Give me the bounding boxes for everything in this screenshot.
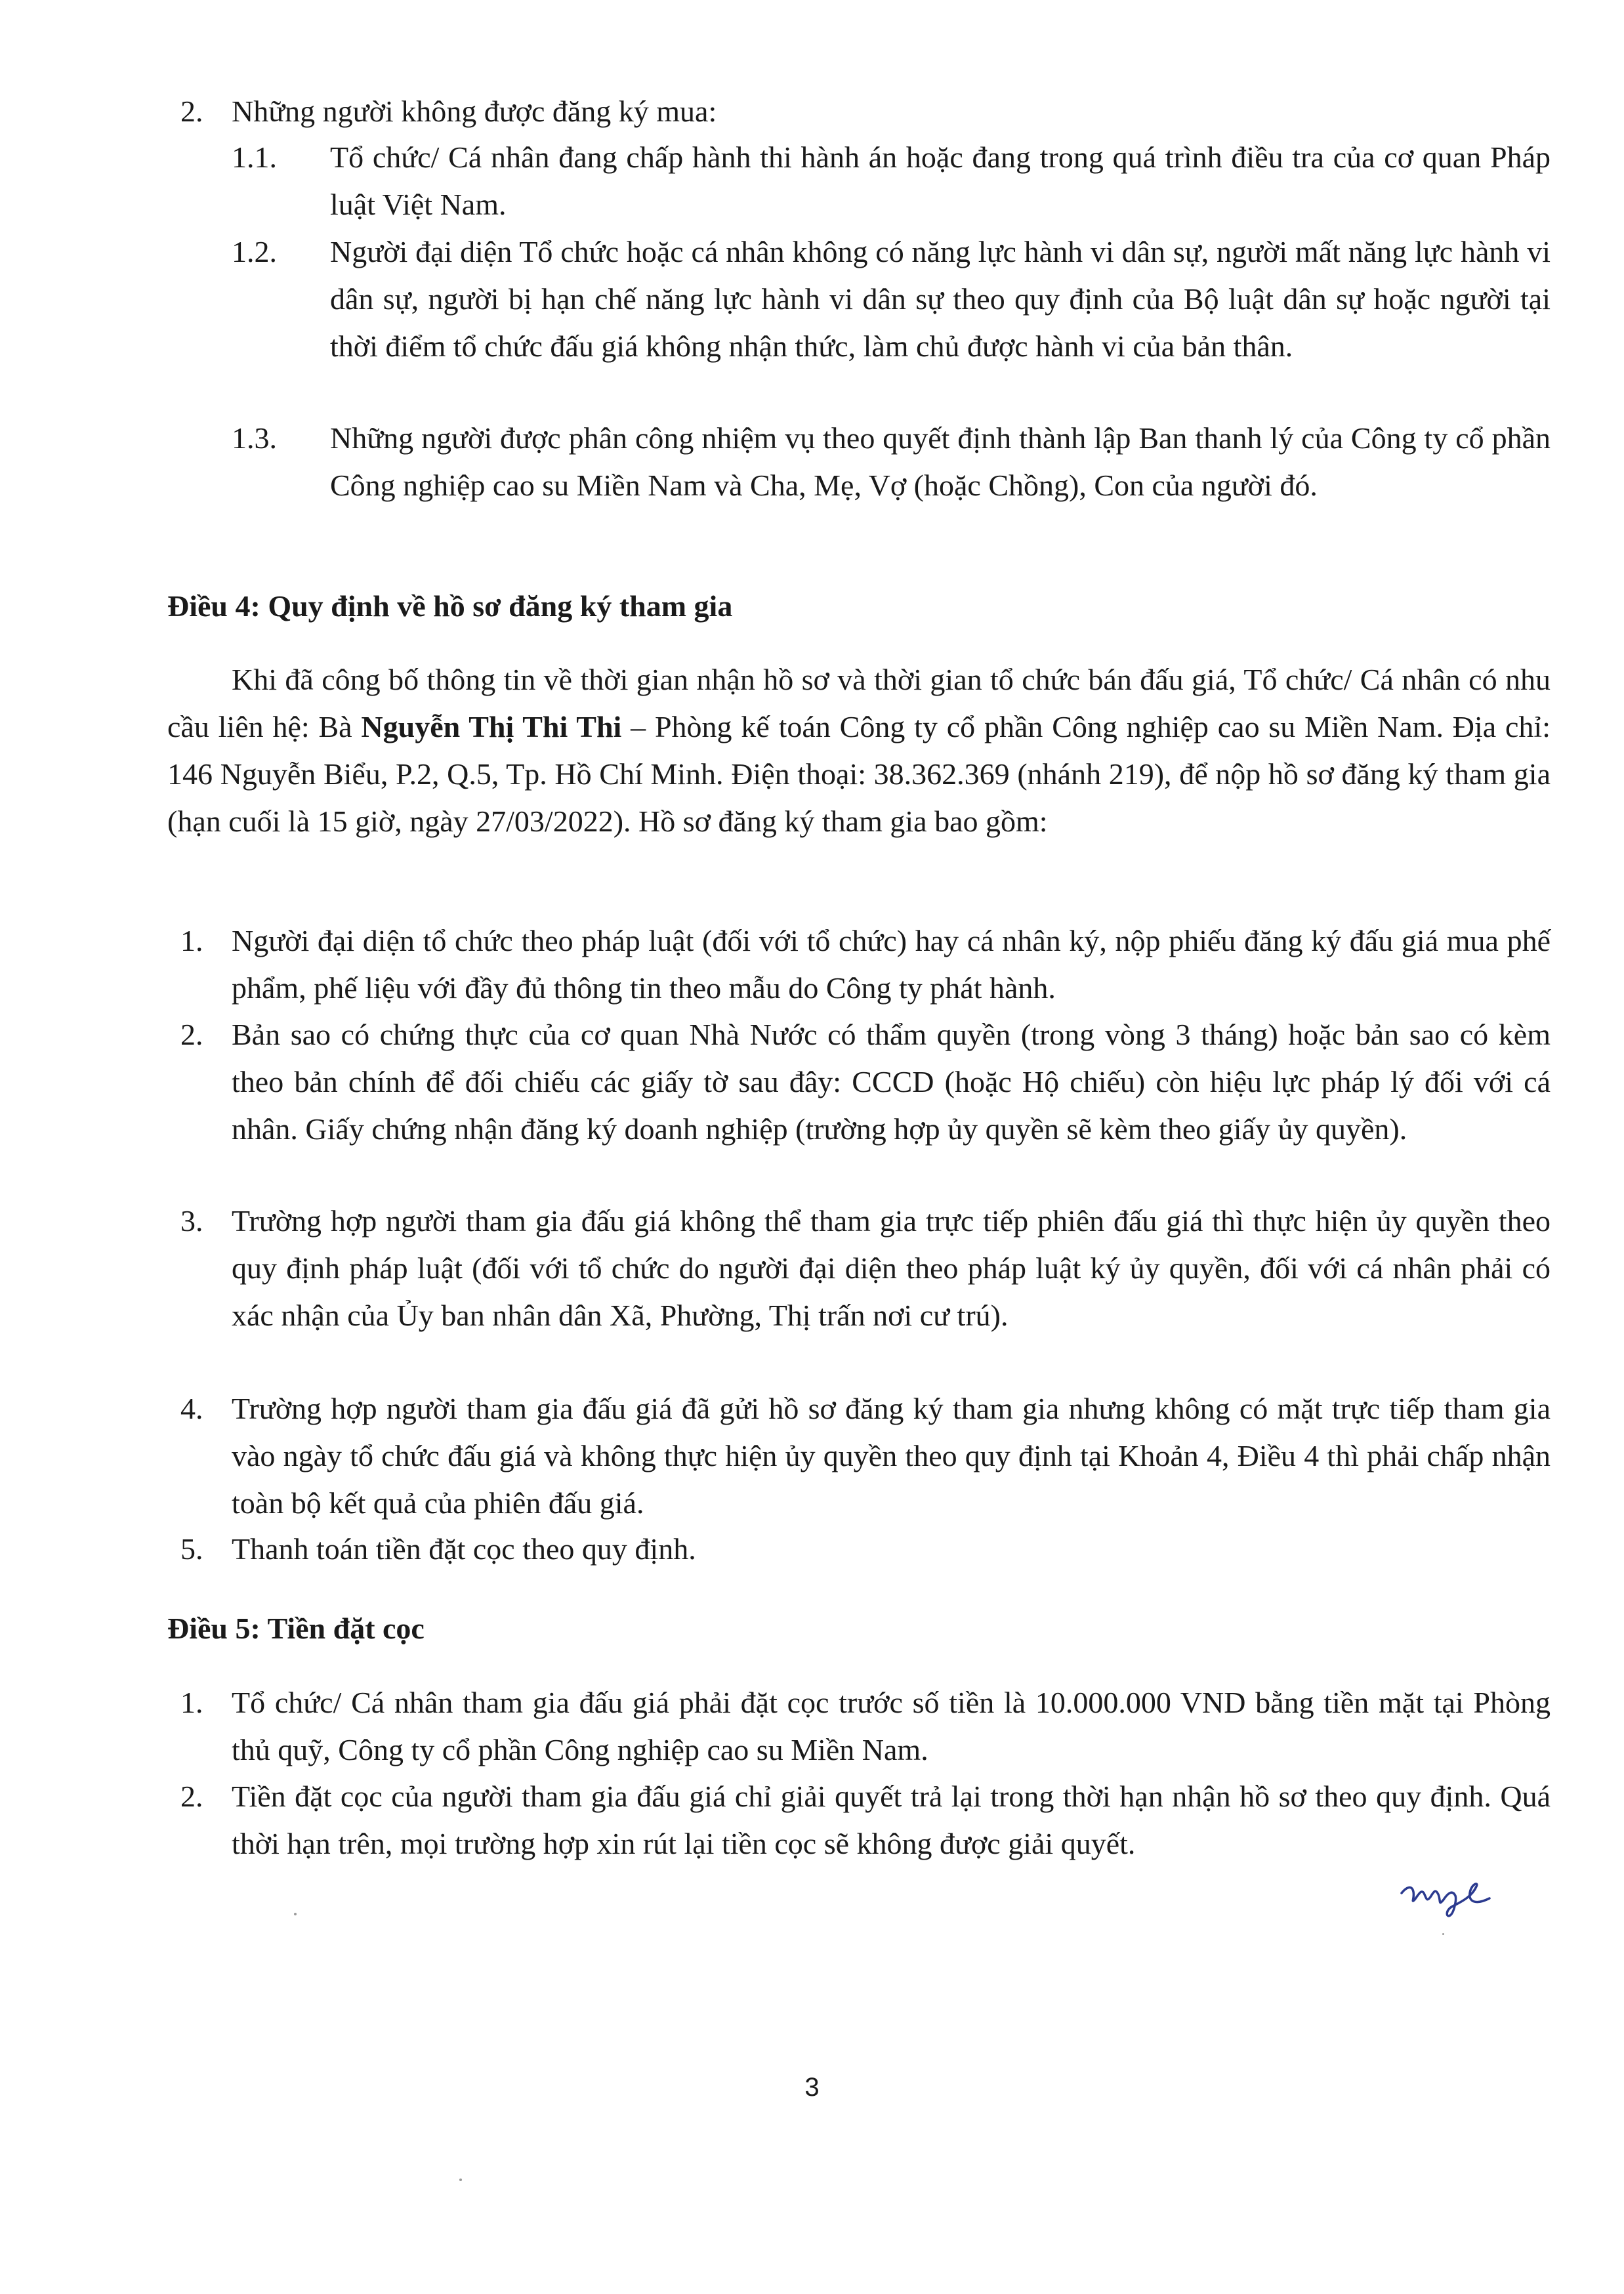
sublist-item-text: Người đại diện Tổ chức hoặc cá nhân không có năng lực hành vi dân sự, người mất năng lực hành vi dân sự, người bị hạn chế năng lực hành vi dân sự theo quy định của Bộ luật dân sự hoặc người tại thời điểm tổ chức đấu giá không nhận thức, làm chủ được hành vi của bản thân. — [330, 235, 1551, 363]
sublist-item-text: Những người được phân công nhiệm vụ theo quyết định thành lập Ban thanh lý của Công ty cổ phần Công nghiệp cao su Miền Nam và Cha, Mẹ, Vợ (hoặc Chồng), Con của người đó. — [330, 421, 1551, 502]
list-number: 2. — [180, 1780, 203, 1813]
sublist-number: 1.1. — [232, 140, 277, 174]
sublist-item-text: Tổ chức/ Cá nhân đang chấp hành thi hành án hoặc đang trong quá trình điều tra của cơ quan Pháp luật Việt Nam. — [330, 140, 1551, 221]
list-number: 1. — [180, 1686, 203, 1719]
sublist-number: 1.3. — [232, 421, 277, 455]
list-item-text: Thanh toán tiền đặt cọc theo quy định. — [232, 1532, 696, 1566]
list-number: 2. — [180, 1018, 203, 1051]
list-item-text: Người đại diện tổ chức theo pháp luật (đối với tổ chức) hay cá nhân ký, nộp phiếu đăng ký đấu giá mua phế phẩm, phế liệu với đầy đủ thông tin theo mẫu do Công ty phát hành. — [232, 924, 1551, 1005]
list-item-text: Trường hợp người tham gia đấu giá đã gửi hồ sơ đăng ký tham gia nhưng không có mặt trực tiếp tham gia vào ngày tổ chức đấu giá và không thực hiện ủy quyền theo quy định tại Khoản 4, Điều 4 thì phải chấp nhận toàn bộ kết quả của phiên đấu giá. — [232, 1392, 1551, 1520]
handwritten-initials-signature — [1398, 1867, 1496, 1919]
list-item-text: Những người không được đăng ký mua: — [232, 94, 717, 128]
article-5-heading: Điều 5: Tiền đặt cọc — [167, 1612, 425, 1645]
intro-text-part2: – Phòng kế toán Công ty cổ phần Công nghiệp cao su Miền Nam. Địa chỉ: 146 Nguyễn Biểu, P.2, Q.5, Tp. Hồ Chí Minh. Điện thoại: 38.362.369 (nhánh 219), để nộp hồ sơ đăng ký tham gia (hạn cuối là 15 giờ, ngày 27/03/2022). Hồ sơ đăng ký tham gia bao gồm: — [167, 710, 1551, 838]
sublist-number: 1.2. — [232, 235, 277, 268]
list-number: 4. — [180, 1392, 203, 1425]
list-number: 3. — [180, 1204, 203, 1238]
list-item-text: Trường hợp người tham gia đấu giá không thể tham gia trực tiếp phiên đấu giá thì thực hiện ủy quyền theo quy định pháp luật (đối với tổ chức do người đại diện theo pháp luật ký ủy quyền, đối với cá nhân phải có xác nhận của Ủy ban nhân dân Xã, Phường, Thị trấn nơi cư trú). — [232, 1204, 1551, 1332]
article-4-heading: Điều 4: Quy định về hồ sơ đăng ký tham gia — [167, 589, 733, 623]
list-number: 2. — [180, 94, 203, 128]
scan-speck — [459, 2179, 462, 2181]
list-item-text: Bản sao có chứng thực của cơ quan Nhà Nước có thẩm quyền (trong vòng 3 tháng) hoặc bản sao có kèm theo bản chính để đối chiếu các giấy tờ sau đây: CCCD (hoặc Hộ chiếu) còn hiệu lực pháp lý đối với cá nhân. Giấy chứng nhận đăng ký doanh nghiệp (trường hợp ủy quyền sẽ kèm theo giấy ủy quyền). — [232, 1018, 1551, 1146]
intro-text-part1: Khi đã công bố thông tin về thời gian nhận hồ sơ và thời gian tổ chức bán đấu giá, Tổ chức/ Cá nhân có nhu cầu liên hệ: Bà — [167, 663, 1551, 743]
list-number: 1. — [180, 924, 203, 957]
scan-speck — [1442, 1933, 1444, 1935]
scan-speck — [294, 1913, 297, 1915]
page-number: 3 — [804, 2073, 820, 2102]
list-number: 5. — [180, 1532, 203, 1566]
article-4-intro — [167, 656, 1551, 845]
list-item-text: Tiền đặt cọc của người tham gia đấu giá chỉ giải quyết trả lại trong thời hạn nhận hồ sơ theo quy định. Quá thời hạn trên, mọi trường hợp xin rút lại tiền cọc sẽ không được giải quyết. — [232, 1780, 1551, 1860]
list-item-text: Tổ chức/ Cá nhân tham gia đấu giá phải đặt cọc trước số tiền là 10.000.000 VND bằng tiền mặt tại Phòng thủ quỹ, Công ty cổ phần Công nghiệp cao su Miền Nam. — [232, 1686, 1551, 1766]
contact-person-name: Nguyễn Thị Thi Thi — [361, 710, 622, 743]
